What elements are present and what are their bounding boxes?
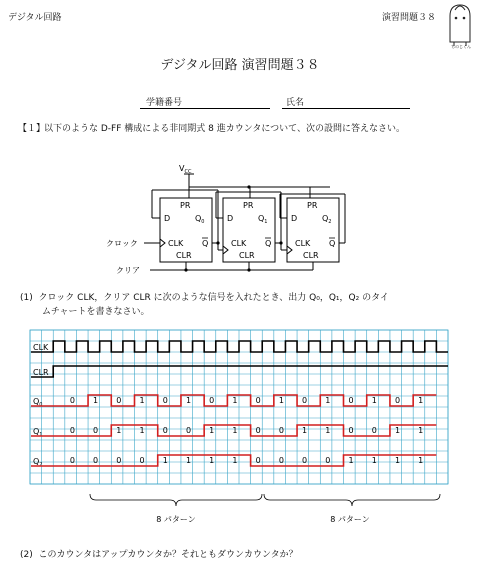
q2-value: 0 bbox=[69, 456, 75, 465]
q1-value: 1 bbox=[302, 426, 308, 435]
clock-label: クロック bbox=[106, 239, 138, 248]
sub-question-1-line2: ムチャートを書きなさい。 bbox=[42, 307, 150, 317]
student-id-label: 学籍番号 bbox=[146, 98, 183, 108]
sub-question-2-number: (2) bbox=[20, 550, 33, 560]
q0-value: 1 bbox=[325, 396, 331, 405]
timing-row-label: $Q_2$ bbox=[33, 457, 43, 468]
page-title: デジタル回路 演習問題３８ bbox=[160, 58, 320, 73]
sub-question-2-text: このカウンタはアップカウンタか？それともダウンカウンタか？ bbox=[38, 550, 298, 560]
mascot-caption: ちのじくん bbox=[451, 44, 471, 49]
ff2-pr: PR bbox=[307, 201, 318, 210]
q0-value: 1 bbox=[185, 396, 192, 405]
ff2-q: $Q_2$ bbox=[322, 214, 332, 225]
pattern-label-2: 8 パターン bbox=[330, 515, 370, 524]
q1-value: 1 bbox=[209, 426, 215, 435]
ff2-d: D bbox=[291, 214, 298, 223]
q2-value: 0 bbox=[93, 456, 99, 465]
q2-value: 0 bbox=[325, 456, 331, 465]
ff2-clk: CLK bbox=[295, 239, 311, 248]
q2-value: 1 bbox=[232, 456, 238, 465]
q1-value: 1 bbox=[116, 426, 122, 435]
q2-value: 0 bbox=[278, 456, 284, 465]
q0-value: 0 bbox=[302, 396, 308, 405]
name-label: 氏名 bbox=[286, 98, 305, 108]
q1-value: 0 bbox=[93, 426, 99, 435]
q0-value: 0 bbox=[394, 396, 401, 405]
ff1-q: $Q_1$ bbox=[258, 214, 268, 225]
q1-value: 0 bbox=[185, 426, 192, 435]
vcc-label: $V_{CC}$ bbox=[179, 164, 192, 175]
ff1-clr: CLR bbox=[239, 251, 255, 260]
q2-value: 1 bbox=[348, 456, 354, 465]
header-left: デジタル回路 bbox=[8, 13, 62, 23]
ff1-d: D bbox=[227, 214, 234, 223]
ff1-clk: CLK bbox=[231, 239, 247, 248]
q0-value: 0 bbox=[162, 396, 168, 405]
q0-value: 1 bbox=[278, 396, 284, 405]
q1-value: 0 bbox=[255, 426, 261, 435]
sub-question-1-number: (1) bbox=[20, 293, 33, 303]
q2-value: 0 bbox=[302, 456, 308, 465]
sub-question-2 bbox=[20, 547, 298, 560]
header-right: 演習問題３８ bbox=[382, 13, 437, 23]
clear-label: クリア bbox=[116, 266, 140, 275]
q1-value: 0 bbox=[278, 426, 284, 435]
q0-value: 0 bbox=[209, 396, 215, 405]
q1-value: 1 bbox=[232, 426, 238, 435]
q1-value: 0 bbox=[371, 426, 377, 435]
ff2-qbar: Q bbox=[329, 239, 336, 248]
timing-row-label: $Q_0$ bbox=[33, 397, 43, 408]
q0-value: 1 bbox=[93, 396, 99, 405]
q1-value: 0 bbox=[348, 426, 354, 435]
ff0-clk: CLK bbox=[168, 239, 184, 248]
q1-value: 1 bbox=[418, 426, 424, 435]
q0-value: 1 bbox=[371, 396, 377, 405]
clr-signal bbox=[31, 366, 448, 377]
q2-value: 1 bbox=[418, 456, 424, 465]
q2-value: 1 bbox=[209, 456, 215, 465]
q0-value: 1 bbox=[139, 396, 145, 405]
ff0-clr: CLR bbox=[176, 251, 192, 260]
ff0-d: D bbox=[164, 214, 171, 223]
q0-value: 0 bbox=[348, 396, 354, 405]
q1-value: 1 bbox=[394, 426, 401, 435]
q1-value: 0 bbox=[162, 426, 168, 435]
timing-row-label: $Q_1$ bbox=[33, 427, 43, 438]
q0-value: 0 bbox=[116, 396, 122, 405]
q0-value: 0 bbox=[255, 396, 261, 405]
question-1-number: 【１】 bbox=[18, 124, 46, 134]
q0-value: 0 bbox=[69, 396, 75, 405]
q0-value: 1 bbox=[418, 396, 424, 405]
q0-value: 1 bbox=[232, 396, 238, 405]
ff0-pr: PR bbox=[180, 201, 191, 210]
q1-value: 1 bbox=[325, 426, 331, 435]
q2-value: 0 bbox=[139, 456, 145, 465]
q2-value: 0 bbox=[116, 456, 122, 465]
ff1-qbar: Q bbox=[265, 239, 272, 248]
q2-value: 1 bbox=[371, 456, 377, 465]
ff1-pr: PR bbox=[243, 201, 254, 210]
ff2-clr: CLR bbox=[303, 251, 319, 260]
clk-signal bbox=[31, 341, 448, 352]
q2-value: 0 bbox=[255, 456, 261, 465]
sub-question-1-line1: クロック CLK，クリア CLR に次のような信号を入れたとき、出力 Q₀，Q₁，Q₂ のタイ bbox=[38, 293, 389, 303]
timing-row-label: CLK bbox=[33, 343, 49, 352]
q2-value: 1 bbox=[394, 456, 401, 465]
timing-row-label: CLR bbox=[33, 368, 49, 377]
pattern-label-1: 8 パターン bbox=[156, 515, 196, 524]
q2-value: 1 bbox=[185, 456, 192, 465]
q1-value: 0 bbox=[69, 426, 75, 435]
ff0-qbar: Q bbox=[202, 239, 209, 248]
q2-value: 1 bbox=[162, 456, 168, 465]
ff0-q: $Q_0$ bbox=[195, 214, 205, 225]
question-1-text: 以下のような D-FF 構成による非同期式 8 進カウンタについて、次の設問に答えなさい。 bbox=[44, 124, 405, 134]
q1-value: 1 bbox=[139, 426, 145, 435]
